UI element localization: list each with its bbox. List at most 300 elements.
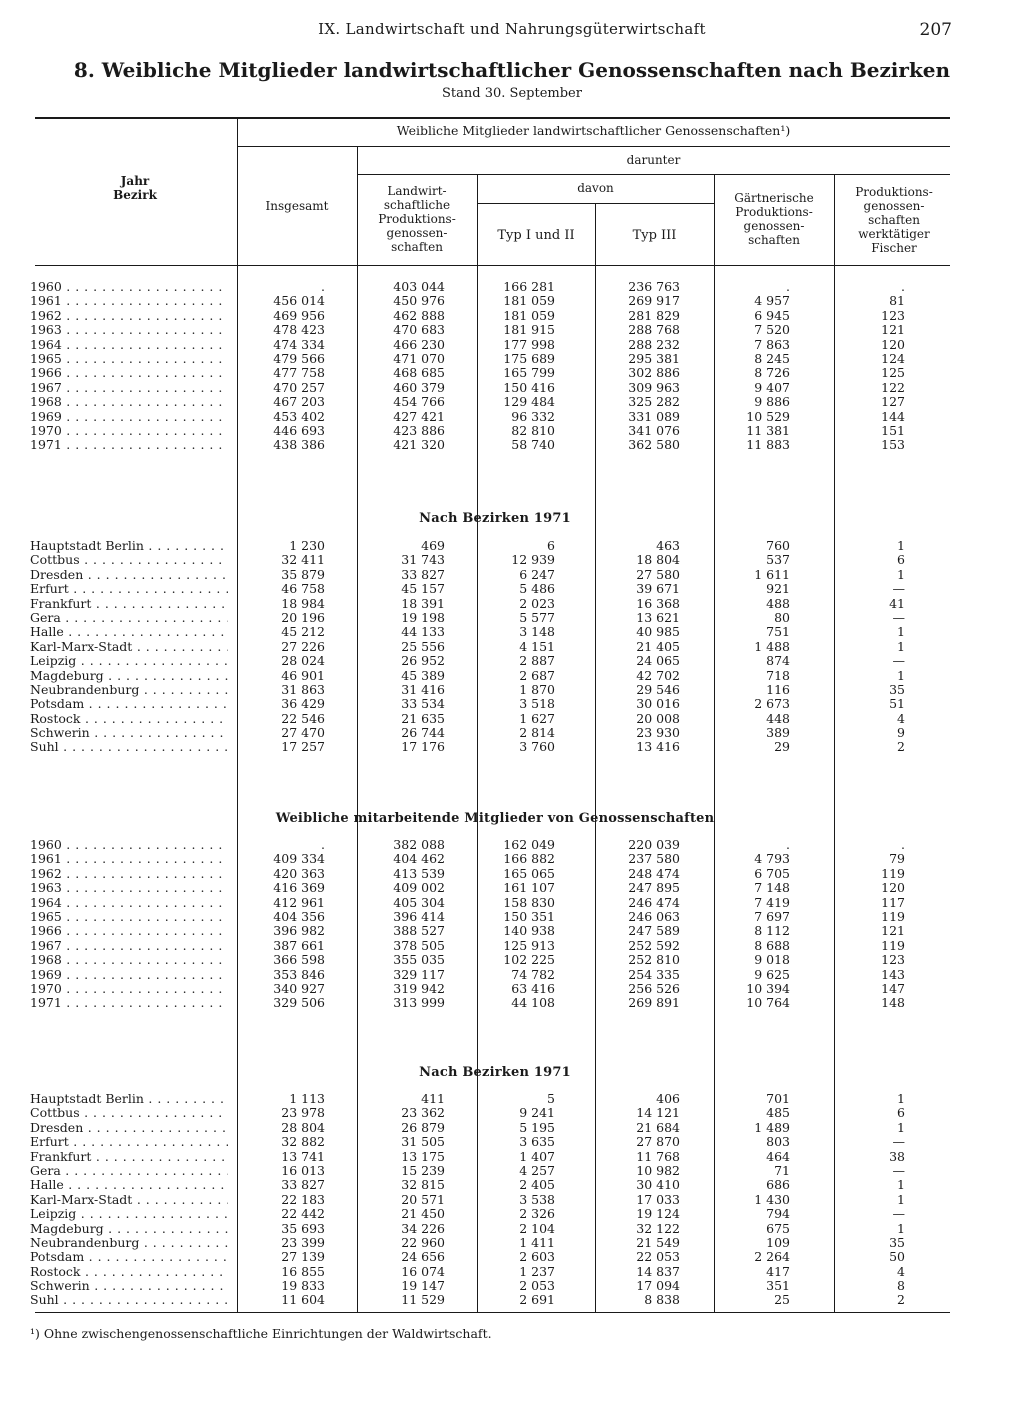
table-row [30, 881, 960, 895]
cell-lpg: 427 421 [393, 408, 445, 424]
table-row [30, 697, 960, 711]
table-row [30, 352, 960, 366]
header-bottom-rule [35, 265, 950, 266]
row-label: 1968 . . . [30, 953, 228, 967]
cell-lpg: 20 571 [401, 1191, 445, 1207]
cell-insgesamt: 18 984 [281, 595, 325, 611]
cell-typ-3: 246 474 [628, 894, 680, 910]
cell-pgf: 124 [881, 350, 905, 366]
cell-lpg: 466 230 [393, 336, 445, 352]
cell-pgf: 122 [881, 379, 905, 395]
row-label: 1962 . . . [30, 309, 228, 323]
row-label: 1965 . . . [30, 352, 228, 366]
table-row [30, 1106, 960, 1120]
cell-typ-3: 24 065 [636, 653, 680, 669]
cell-insgesamt: 456 014 [273, 293, 325, 309]
cell-typ-1-2: 102 225 [503, 952, 555, 968]
cell-lpg: 468 685 [393, 365, 445, 381]
cell-lpg: 404 462 [393, 851, 445, 867]
cell-typ-1-2: 165 799 [503, 365, 555, 381]
cell-gpg: 794 [766, 1206, 790, 1222]
header-pgf: Produktions- genossen- schaften werktätiger Fischer [855, 185, 933, 255]
cell-lpg: 19 198 [401, 609, 445, 625]
cell-lpg: 32 815 [401, 1177, 445, 1193]
cell-lpg: 31 505 [401, 1134, 445, 1150]
cell-lpg: 22 960 [401, 1234, 445, 1250]
header-typ12: Typ I und II [497, 228, 575, 243]
cell-lpg: 44 133 [401, 624, 445, 640]
table-bottom-rule [35, 1312, 950, 1313]
cell-typ-3: 30 016 [636, 696, 680, 712]
cell-pgf: 6 [897, 1105, 905, 1121]
table-row [30, 1135, 960, 1149]
cell-typ-1-2: 3 538 [519, 1191, 555, 1207]
cell-pgf: 125 [881, 365, 905, 381]
cell-gpg: 8 726 [754, 365, 790, 381]
cell-typ-1-2: 5 577 [519, 609, 555, 625]
table-row [30, 424, 960, 438]
cell-pgf: — [892, 581, 905, 597]
table-row [30, 968, 960, 982]
cell-typ-3: 21 405 [636, 638, 680, 654]
cell-pgf: 8 [897, 1278, 905, 1294]
cell-pgf: 6 [897, 552, 905, 568]
cell-pgf: 143 [881, 966, 905, 982]
cell-insgesamt: 20 196 [281, 609, 325, 625]
cell-typ-3: 341 076 [628, 422, 680, 438]
row-label: Suhl . . . [30, 740, 228, 754]
cell-typ-1-2: 177 998 [503, 336, 555, 352]
cell-lpg: 421 320 [393, 437, 445, 453]
row-label: Potsdam . . . [30, 697, 228, 711]
cell-insgesamt: 22 183 [281, 1191, 325, 1207]
section-rows [30, 1092, 960, 1308]
cell-typ-3: 8 838 [644, 1292, 680, 1308]
table-row [30, 1279, 960, 1293]
row-label: Magdeburg . . . [30, 669, 228, 683]
group-rule [237, 146, 950, 147]
cell-typ-3: 309 963 [628, 379, 680, 395]
cell-insgesamt: . [321, 837, 325, 852]
cell-typ-3: 21 549 [636, 1234, 680, 1250]
cell-insgesamt: 387 661 [273, 937, 325, 953]
cell-typ-3: 21 684 [636, 1119, 680, 1135]
cell-typ-1-2: 150 416 [503, 379, 555, 395]
cell-typ-1-2: 181 915 [503, 322, 555, 338]
cell-gpg: 11 883 [746, 437, 790, 453]
table-row [30, 1150, 960, 1164]
cell-lpg: 403 044 [393, 279, 445, 294]
table-row [30, 381, 960, 395]
table-row [30, 669, 960, 683]
cell-pgf: . [901, 837, 905, 852]
cell-lpg: 13 175 [401, 1148, 445, 1164]
table-row [30, 896, 960, 910]
row-label: 1965 . . . [30, 910, 228, 924]
row-label: Karl-Marx-Stadt . . . [30, 640, 228, 654]
cell-typ-1-2: 165 065 [503, 865, 555, 881]
row-label: 1968 . . . [30, 395, 228, 409]
cell-lpg: 17 176 [401, 739, 445, 755]
row-label: Leipzig . . . [30, 1207, 228, 1221]
cell-pgf: 38 [889, 1148, 905, 1164]
cell-pgf: 144 [881, 408, 905, 424]
cell-typ-1-2: 9 241 [519, 1105, 555, 1121]
cell-lpg: 16 074 [401, 1263, 445, 1279]
cell-lpg: 19 147 [401, 1278, 445, 1294]
cell-gpg: 1 430 [754, 1191, 790, 1207]
table-row [30, 1250, 960, 1264]
cell-insgesamt: 412 961 [273, 894, 325, 910]
row-label: Cottbus . . . [30, 553, 228, 567]
row-label: Halle . . . [30, 625, 228, 639]
cell-lpg: 329 117 [393, 966, 445, 982]
row-label: 1961 . . . [30, 852, 228, 866]
cell-typ-3: 32 122 [636, 1220, 680, 1236]
cell-insgesamt: 366 598 [273, 952, 325, 968]
row-label: 1970 . . . [30, 982, 228, 996]
cell-typ-1-2: 5 [547, 1091, 555, 1106]
row-label: 1966 . . . [30, 924, 228, 938]
row-label: Frankfurt . . . [30, 597, 228, 611]
cell-insgesamt: 404 356 [273, 908, 325, 924]
cell-pgf: 81 [889, 293, 905, 309]
table-row [30, 953, 960, 967]
cell-typ-3: 362 580 [628, 437, 680, 453]
row-label: Karl-Marx-Stadt . . . [30, 1193, 228, 1207]
cell-gpg: 485 [766, 1105, 790, 1121]
cell-lpg: 18 391 [401, 595, 445, 611]
row-label: Potsdam . . . [30, 1250, 228, 1264]
row-label: Suhl . . . [30, 1293, 228, 1307]
stand-date: Stand 30. September [442, 86, 582, 101]
cell-pgf: 153 [881, 437, 905, 453]
cell-gpg: 11 381 [746, 422, 790, 438]
cell-typ-3: 237 580 [628, 851, 680, 867]
cell-gpg: 7 419 [754, 894, 790, 910]
row-label: 1969 . . . [30, 410, 228, 424]
cell-pgf: 120 [881, 336, 905, 352]
row-label: 1963 . . . [30, 881, 228, 895]
section-heading: Weibliche mitarbeitende Mitglieder von Genossenschaften [275, 811, 715, 826]
cell-typ-1-2: 74 782 [511, 966, 555, 982]
cell-typ-3: 463 [656, 538, 680, 553]
table-row [30, 582, 960, 596]
cell-pgf: 121 [881, 923, 905, 939]
cell-typ-1-2: 1 627 [519, 710, 555, 726]
cell-insgesamt: 46 901 [281, 667, 325, 683]
cell-pgf: 147 [881, 980, 905, 996]
row-label: Dresden . . . [30, 1121, 228, 1135]
cell-gpg: 8 245 [754, 350, 790, 366]
cell-typ-1-2: 5 486 [519, 581, 555, 597]
cell-lpg: 31 416 [401, 681, 445, 697]
cell-typ-1-2: 2 023 [519, 595, 555, 611]
cell-typ-1-2: 1 411 [519, 1234, 555, 1250]
cell-insgesamt: 32 411 [281, 552, 325, 568]
row-label: Rostock . . . [30, 712, 228, 726]
table-row [30, 568, 960, 582]
row-label: 1969 . . . [30, 968, 228, 982]
table-row [30, 712, 960, 726]
cell-insgesamt: . [321, 279, 325, 294]
cell-lpg: 25 556 [401, 638, 445, 654]
cell-lpg: 382 088 [393, 837, 445, 852]
cell-lpg: 26 744 [401, 725, 445, 741]
cell-typ-3: 13 416 [636, 739, 680, 755]
cell-pgf: 148 [881, 995, 905, 1011]
cell-pgf: 1 [897, 624, 905, 640]
cell-gpg: 29 [774, 739, 790, 755]
cell-pgf: 4 [897, 1263, 905, 1279]
cell-gpg: 417 [766, 1263, 790, 1279]
table-row [30, 309, 960, 323]
cell-gpg: 6 945 [754, 307, 790, 323]
table-row [30, 640, 960, 654]
header-row-label: Jahr Bezirk [113, 174, 157, 202]
cell-gpg: 7 697 [754, 908, 790, 924]
table-row [30, 323, 960, 337]
cell-typ-1-2: 181 059 [503, 307, 555, 323]
cell-lpg: 45 389 [401, 667, 445, 683]
cell-typ-1-2: 2 814 [519, 725, 555, 741]
table-row [30, 982, 960, 996]
row-label: Magdeburg . . . [30, 1222, 228, 1236]
row-label: Hauptstadt Berlin . . . [30, 1092, 228, 1106]
cell-pgf: — [892, 609, 905, 625]
table-row [30, 1121, 960, 1135]
cell-insgesamt: 28 804 [281, 1119, 325, 1135]
cell-typ-3: 220 039 [628, 837, 680, 852]
cell-gpg: 4 957 [754, 293, 790, 309]
cell-lpg: 355 035 [393, 952, 445, 968]
cell-pgf: — [892, 1206, 905, 1222]
cell-lpg: 26 879 [401, 1119, 445, 1135]
cell-typ-1-2: 44 108 [511, 995, 555, 1011]
row-label: 1960 . . . [30, 838, 228, 852]
cell-pgf: 2 [897, 739, 905, 755]
cell-pgf: 79 [889, 851, 905, 867]
cell-typ-3: 246 063 [628, 908, 680, 924]
cell-typ-1-2: 5 195 [519, 1119, 555, 1135]
cell-lpg: 388 527 [393, 923, 445, 939]
cell-typ-3: 269 891 [628, 995, 680, 1011]
row-label: 1964 . . . [30, 338, 228, 352]
cell-typ-3: 288 232 [628, 336, 680, 352]
cell-pgf: 117 [881, 894, 905, 910]
darunter-rule [357, 174, 950, 175]
cell-typ-3: 18 804 [636, 552, 680, 568]
cell-typ-1-2: 166 882 [503, 851, 555, 867]
cell-typ-3: 14 121 [636, 1105, 680, 1121]
cell-typ-3: 236 763 [628, 279, 680, 294]
cell-lpg: 413 539 [393, 865, 445, 881]
table-row [30, 410, 960, 424]
cell-insgesamt: 17 257 [281, 739, 325, 755]
cell-pgf: 1 [897, 538, 905, 553]
cell-typ-1-2: 6 247 [519, 566, 555, 582]
cell-lpg: 378 505 [393, 937, 445, 953]
cell-typ-1-2: 2 691 [519, 1292, 555, 1308]
cell-typ-3: 406 [656, 1091, 680, 1106]
row-label: 1960 . . . [30, 280, 228, 294]
cell-typ-1-2: 3 148 [519, 624, 555, 640]
cell-pgf: 4 [897, 710, 905, 726]
table-row [30, 1236, 960, 1250]
cell-typ-1-2: 1 407 [519, 1148, 555, 1164]
table-row [30, 924, 960, 938]
cell-lpg: 33 534 [401, 696, 445, 712]
cell-typ-1-2: 125 913 [503, 937, 555, 953]
cell-typ-1-2: 82 810 [511, 422, 555, 438]
cell-gpg: 109 [766, 1234, 790, 1250]
cell-typ-3: 252 592 [628, 937, 680, 953]
cell-gpg: 2 673 [754, 696, 790, 712]
cell-pgf: — [892, 1162, 905, 1178]
cell-typ-1-2: 2 603 [519, 1249, 555, 1265]
cell-typ-3: 27 870 [636, 1134, 680, 1150]
cell-typ-3: 14 837 [636, 1263, 680, 1279]
header-insgesamt: Insgesamt [265, 199, 329, 213]
table-row [30, 654, 960, 668]
cell-insgesamt: 353 846 [273, 966, 325, 982]
row-label: 1961 . . . [30, 294, 228, 308]
cell-insgesamt: 438 386 [273, 437, 325, 453]
header-darunter: darunter [626, 153, 681, 167]
cell-typ-3: 23 930 [636, 725, 680, 741]
running-head: IX. Landwirtschaft und Nahrungsgüterwirtschaft [318, 20, 706, 38]
cell-insgesamt: 11 604 [281, 1292, 325, 1308]
cell-gpg: 116 [766, 681, 790, 697]
cell-lpg: 11 529 [401, 1292, 445, 1308]
cell-gpg: 8 112 [754, 923, 790, 939]
cell-typ-3: 40 985 [636, 624, 680, 640]
row-label: 1971 . . . [30, 996, 228, 1010]
table-row [30, 1178, 960, 1192]
cell-typ-1-2: 6 [547, 538, 555, 553]
row-label: 1971 . . . [30, 438, 228, 452]
cell-gpg: 7 148 [754, 880, 790, 896]
table-row [30, 996, 960, 1010]
cell-gpg: 2 264 [754, 1249, 790, 1265]
cell-typ-1-2: 150 351 [503, 908, 555, 924]
cell-insgesamt: 420 363 [273, 865, 325, 881]
cell-pgf: 1 [897, 1091, 905, 1106]
table-row [30, 726, 960, 740]
cell-typ-1-2: 175 689 [503, 350, 555, 366]
cell-gpg: 7 863 [754, 336, 790, 352]
cell-insgesamt: 453 402 [273, 408, 325, 424]
cell-typ-3: 13 621 [636, 609, 680, 625]
table-row [30, 395, 960, 409]
section-heading: Nach Bezirken 1971 [419, 511, 571, 526]
cell-gpg: 389 [766, 725, 790, 741]
page-number: 207 [919, 20, 952, 40]
cell-insgesamt: 28 024 [281, 653, 325, 669]
cell-gpg: 9 625 [754, 966, 790, 982]
cell-typ-3: 16 368 [636, 595, 680, 611]
header-lpg: Landwirt- schaftliche Produktions- genossen- schaften [378, 184, 456, 254]
cell-insgesamt: 27 470 [281, 725, 325, 741]
cell-lpg: 471 070 [393, 350, 445, 366]
cell-typ-3: 247 895 [628, 880, 680, 896]
row-label: Rostock . . . [30, 1265, 228, 1279]
table-row [30, 280, 960, 294]
table-top-rule [35, 117, 950, 119]
cell-typ-3: 256 526 [628, 980, 680, 996]
row-label: Erfurt . . . [30, 1135, 228, 1149]
header-gpg: Gärtnerische Produktions- genossen- schaften [734, 191, 814, 247]
cell-typ-1-2: 1 237 [519, 1263, 555, 1279]
cell-pgf: 1 [897, 1177, 905, 1193]
table-row [30, 294, 960, 308]
cell-typ-1-2: 4 257 [519, 1162, 555, 1178]
cell-gpg: . [786, 837, 790, 852]
cell-insgesamt: 36 429 [281, 696, 325, 712]
cell-lpg: 469 [421, 538, 445, 553]
cell-insgesamt: 396 982 [273, 923, 325, 939]
cell-typ-3: 325 282 [628, 394, 680, 410]
cell-typ-1-2: 140 938 [503, 923, 555, 939]
cell-pgf: 127 [881, 394, 905, 410]
row-label: Cottbus . . . [30, 1106, 228, 1120]
cell-insgesamt: 13 741 [281, 1148, 325, 1164]
row-label: 1967 . . . [30, 939, 228, 953]
row-label: Gera . . . [30, 1164, 228, 1178]
cell-pgf: 1 [897, 1220, 905, 1236]
cell-pgf: 35 [889, 1234, 905, 1250]
row-label: Gera . . . [30, 611, 228, 625]
cell-pgf: 50 [889, 1249, 905, 1265]
page-title: 8. Weibliche Mitglieder landwirtschaftlicher Genossenschaften nach Bezirken [73, 58, 951, 82]
cell-insgesamt: 19 833 [281, 1278, 325, 1294]
row-label: 1962 . . . [30, 867, 228, 881]
cell-insgesamt: 16 855 [281, 1263, 325, 1279]
table-row [30, 740, 960, 754]
cell-gpg: 1 611 [754, 566, 790, 582]
cell-lpg: 23 362 [401, 1105, 445, 1121]
cell-pgf: 1 [897, 1119, 905, 1135]
table-row [30, 1207, 960, 1221]
cell-pgf: 119 [881, 865, 905, 881]
cell-insgesamt: 469 956 [273, 307, 325, 323]
cell-gpg: 351 [766, 1278, 790, 1294]
cell-insgesamt: 446 693 [273, 422, 325, 438]
cell-lpg: 411 [421, 1091, 445, 1106]
cell-typ-3: 29 546 [636, 681, 680, 697]
table-row [30, 939, 960, 953]
cell-gpg: 9 407 [754, 379, 790, 395]
cell-lpg: 405 304 [393, 894, 445, 910]
cell-typ-1-2: 1 870 [519, 681, 555, 697]
section-heading: Nach Bezirken 1971 [419, 1065, 571, 1080]
cell-insgesamt: 45 212 [281, 624, 325, 640]
cell-lpg: 423 886 [393, 422, 445, 438]
table-row [30, 438, 960, 452]
cell-insgesamt: 27 139 [281, 1249, 325, 1265]
table-row [30, 1193, 960, 1207]
cell-typ-3: 248 474 [628, 865, 680, 881]
table-row [30, 366, 960, 380]
cell-pgf: 151 [881, 422, 905, 438]
cell-typ-3: 288 768 [628, 322, 680, 338]
cell-typ-1-2: 3 760 [519, 739, 555, 755]
section-rows [30, 838, 960, 1011]
table-row [30, 852, 960, 866]
cell-gpg: 10 529 [746, 408, 790, 424]
cell-typ-3: 30 410 [636, 1177, 680, 1193]
cell-typ-3: 331 089 [628, 408, 680, 424]
